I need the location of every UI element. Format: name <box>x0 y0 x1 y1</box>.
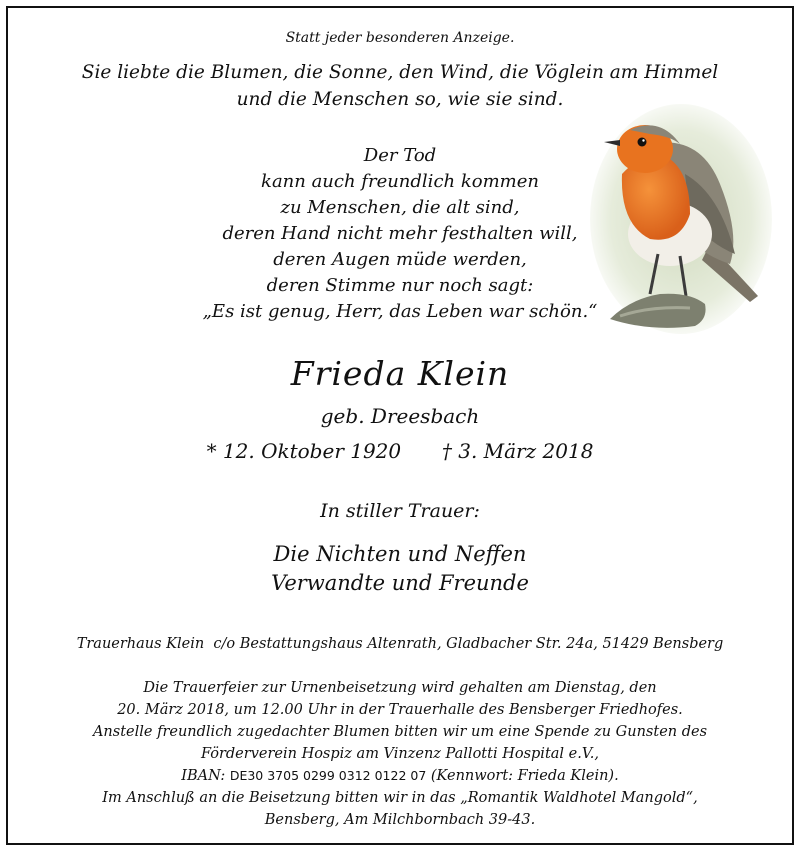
poem-line-7: „Es ist genug, Herr, das Leben war schön.“ <box>202 301 598 322</box>
death-date: † 3. März 2018 <box>441 439 594 463</box>
poem-line-4: deren Hand nicht mehr festhalten will, <box>222 223 578 244</box>
motto-line-1: Sie liebte die Blumen, die Sonne, den Wind, die Vöglein am Himmel <box>81 62 719 83</box>
iban-number: DE30 3705 0299 0312 0122 07 <box>229 768 427 783</box>
mourning-house-address: Trauerhaus Klein c/o Bestattungshaus Altenrath, Gladbacher Str. 24a, 51429 Bensberg <box>76 636 724 652</box>
poem-line-6: deren Stimme nur noch sagt: <box>266 275 534 296</box>
poem-line-1: Der Tod <box>363 145 437 166</box>
family-line-2: Verwandte und Freunde <box>271 571 529 595</box>
iban-label: IBAN: <box>181 768 226 784</box>
poem-line-5: deren Augen müde werden, <box>273 249 527 270</box>
notice-line-7: Bensberg, Am Milchbornbach 39-43. <box>264 812 536 828</box>
notice-line-1: Die Trauerfeier zur Urnenbeisetzung wird gehalten am Dienstag, den <box>143 680 657 696</box>
donation-keyword: (Kennwort: Frieda Klein). <box>430 768 619 784</box>
mourning-label: In stiller Trauer: <box>320 500 480 522</box>
life-dates <box>0 439 800 463</box>
deceased-name: Frieda Klein <box>290 354 510 393</box>
motto-line-2: und die Menschen so, wie sie sind. <box>236 89 564 110</box>
poem-line-3: zu Menschen, die alt sind, <box>280 197 520 218</box>
notice-line-2: 20. März 2018, um 12.00 Uhr in der Trauerhalle des Bensberger Friedhofes. <box>117 702 683 718</box>
notice-line-3: Anstelle freundlich zugedachter Blumen bitten wir um eine Spende zu Gunsten des <box>92 724 708 740</box>
notice-line-iban <box>0 768 800 784</box>
notice-line-4: Förderverein Hospiz am Vinzenz Pallotti Hospital e.V., <box>200 746 600 762</box>
robin-bird-icon <box>590 104 772 334</box>
birth-date: * 12. Oktober 1920 <box>206 439 402 463</box>
notice-line-6: Im Anschluß an die Beisetzung bitten wir in das „Romantik Waldhotel Mangold“, <box>102 790 698 806</box>
birth-name: geb. Dreesbach <box>320 404 480 428</box>
family-line-1: Die Nichten und Neffen <box>273 542 527 566</box>
poem-line-2: kann auch freundlich kommen <box>261 171 539 192</box>
intro-line: Statt jeder besonderen Anzeige. <box>285 30 515 46</box>
